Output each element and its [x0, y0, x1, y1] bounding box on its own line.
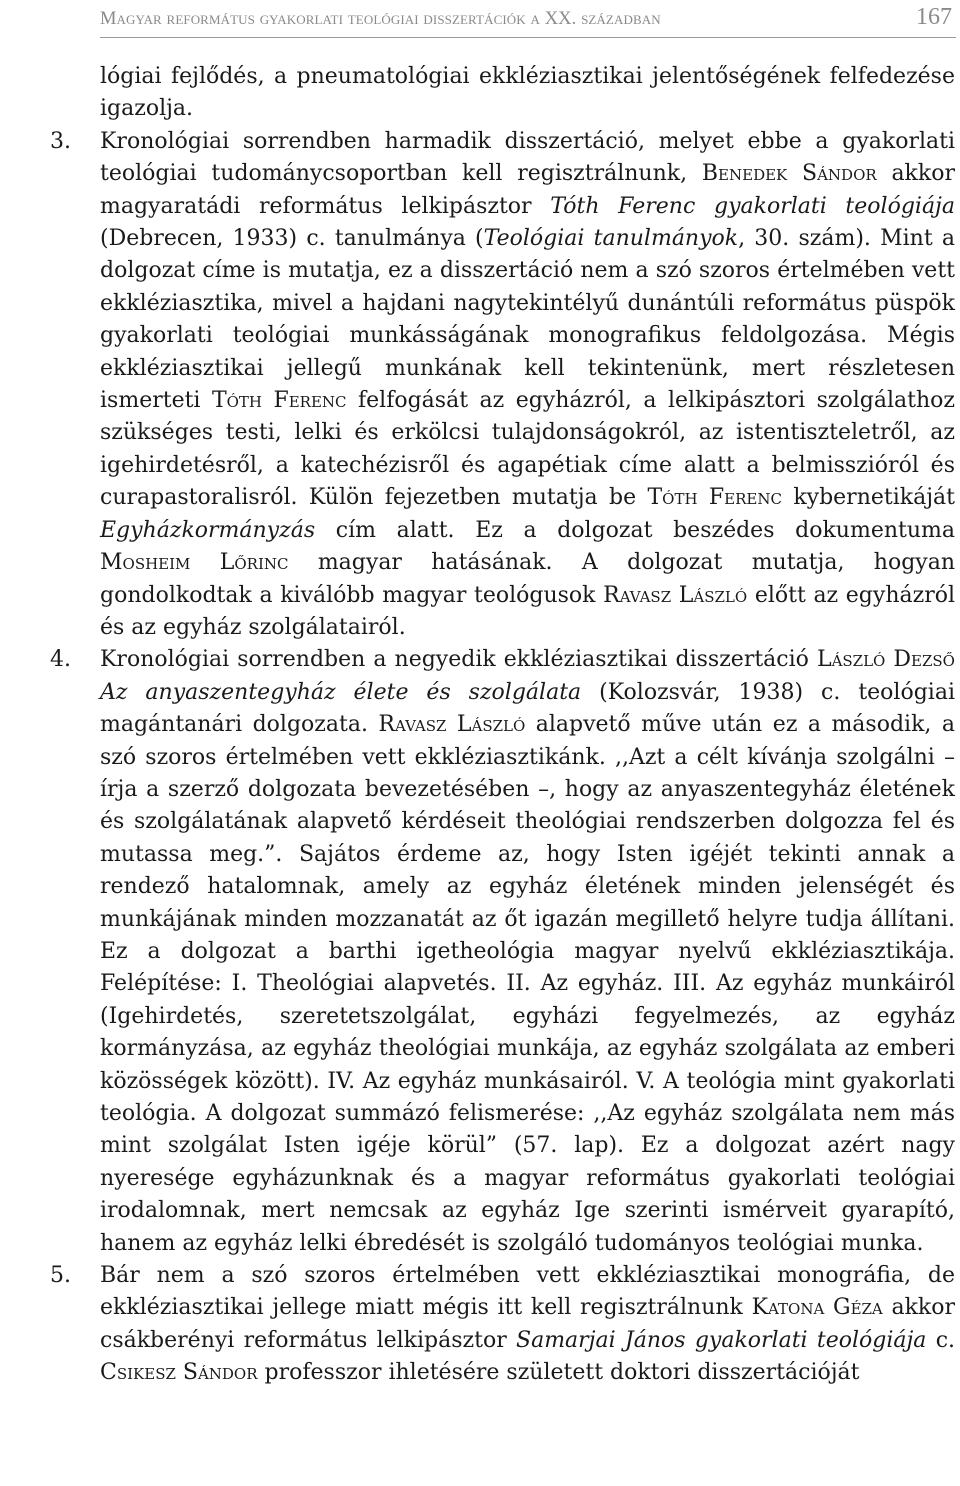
- text-run: akkor csákberényi református lelkipásztor: [100, 1295, 956, 1353]
- text-run: Kronológiai sorrendben harmadik disszertáció, melyet ebbe a gyakorlati teológiai tudománycsoportban kell regisztrálnunk,: [100, 128, 955, 187]
- text-run: alapvető műve után ez a második, a szó szoros értelmében vett ekkléziasztikánk. ,,Azt a célt kívánja szolgálni – írja a szerző dolgozata bevezetésében –, hogy az anyaszentegyház életének és szolgálatának alapvető kérdéseit theológiai rendszerben dolgozza fel és mutassa meg.”. Sajátos érdeme az, hogy Isten igéjét tekinti annak a rendező hatalomnak, amely az egyház életének minden jelenségét és munkájának minden mozzanatát az őt igazán megillető helyre tudja állítani. Ez a dolgozat a barthi igetheológia magyar nyelvű ekkléziasztikája. Felépítése: I. Theológiai alapvetés. II. Az egyház. III. Az egyház munkáiról (Igehirdetés, szeretetszolgálat, egyházi fegyelmezés, az egyház kormányzása, az egyház theológiai munkája, az egyház szolgálata az emberi közösségek között). IV. Az egyház munkásairól. V. A teológia mint gyakorlati teológia. A dolgozat summázó felismerése: ,,Az egyház szolgálata nem más mint szolgálat Isten igéje körül” (57. lap). Ez a dolgozat azért nagy nyeresége egyházunknak és a magyar református gyakorlati teológiai irodalomnak, mert nemcsak az egyház Ige szerinti ismérveit gyarapító, hanem az egyház lelki ébredését is szolgáló tudományos teológiai munka.: [100, 712, 955, 1256]
- continuation-paragraph: lógiai fejlődés, a pneumatológiai ekkléziasztikai jelentőségének felfedezése igazolja.: [100, 64, 955, 122]
- running-header: [100, 4, 952, 34]
- person-name: Katona Géza: [751, 1295, 883, 1321]
- person-name: Tóth Ferenc: [647, 485, 782, 511]
- text-run: (Kolozsvár, 1938) c. teológiai magántanári dolgozata.: [100, 679, 955, 738]
- page-number: 167: [916, 4, 952, 30]
- text-run: professzor ihletésére született doktori disszertációját: [257, 1360, 860, 1386]
- person-name: Ravasz László: [603, 582, 748, 608]
- text-run: c.: [926, 1327, 956, 1353]
- text-run: Bár nem a szó szoros értelmében vett ekkléziasztikai monográfia, de ekkléziasztikai jellege miatt mégis itt kell regisztrálnunk: [100, 1263, 955, 1321]
- person-name: Csikesz Sándor: [100, 1360, 258, 1386]
- list-item-number: 5.: [50, 1263, 71, 1289]
- list-item-text: [100, 1260, 955, 1390]
- person-name: László Dezső: [816, 647, 955, 673]
- list-item: [50, 126, 955, 645]
- list-item-text: [100, 644, 955, 1260]
- work-title: Tóth Ferenc gyakorlati teológiája: [550, 193, 955, 219]
- text-run: Kronológiai sorrendben a negyedik ekkléziasztikai disszertáció: [100, 647, 817, 673]
- person-name: Mosheim Lőrinc: [100, 550, 289, 576]
- text-run: akkor magyaratádi református lelkipásztor: [100, 161, 955, 219]
- text-run: kybernetikáját: [781, 485, 955, 511]
- work-title: Teológiai tanulmányok: [483, 226, 739, 252]
- work-title: Az anyaszentegyház élete és szolgálata: [100, 679, 582, 705]
- person-name: Benedek Sándor: [701, 161, 877, 187]
- text-run: magyar hatásának. A dolgozat mutatja, hogyan gondolkodtak a kiválóbb magyar teológusok: [100, 550, 955, 608]
- work-title: Egyházkormányzás: [100, 517, 316, 543]
- text-run: felfogását az egyházról, a lelkipásztori szolgálathoz szükséges testi, lelki és erkölcsi tulajdonságokról, az istentiszteletről, az igehirdetésről, a katechézisről és agapétiak címe alatt a belmisszióról és curapastoralisról. Külön fejezetben mutatja be: [100, 388, 955, 511]
- header-rule: [100, 37, 956, 38]
- work-title: Samarjai János gyakorlati teológiája: [516, 1327, 927, 1353]
- text-run: előtt az egyházról és az egyház szolgálatairól.: [100, 582, 955, 640]
- text-run: (Debrecen, 1933) c. tanulmánya (: [100, 226, 484, 252]
- list-item: [50, 1260, 956, 1390]
- list-item: [50, 644, 955, 1260]
- list-item-number: 4.: [50, 647, 71, 673]
- list-item-number: 3.: [50, 128, 71, 154]
- person-name: Ravasz László: [378, 712, 526, 738]
- list-item-text: [100, 126, 955, 645]
- text-run: , 30. szám). Mint a dolgozat címe is mutatja, ez a disszertáció nem a szó szoros értelmében vett ekkléziasztika, mivel a hajdani nagytekintélyű dunántúli református püspök gyakorlati teológiai munkásságának monografikus feldolgozása. Mégis ekkléziasztikai jellegű munkának kell tekintenünk, mert részletesen ismerteti: [100, 226, 955, 414]
- running-header-title: Magyar református gyakorlati teológiai disszertációk a XX. században: [100, 9, 661, 29]
- person-name: Tóth Ferenc: [211, 388, 347, 414]
- text-run: cím alatt. Ez a dolgozat beszédes dokumentuma: [315, 517, 955, 543]
- body-text: [50, 61, 956, 1390]
